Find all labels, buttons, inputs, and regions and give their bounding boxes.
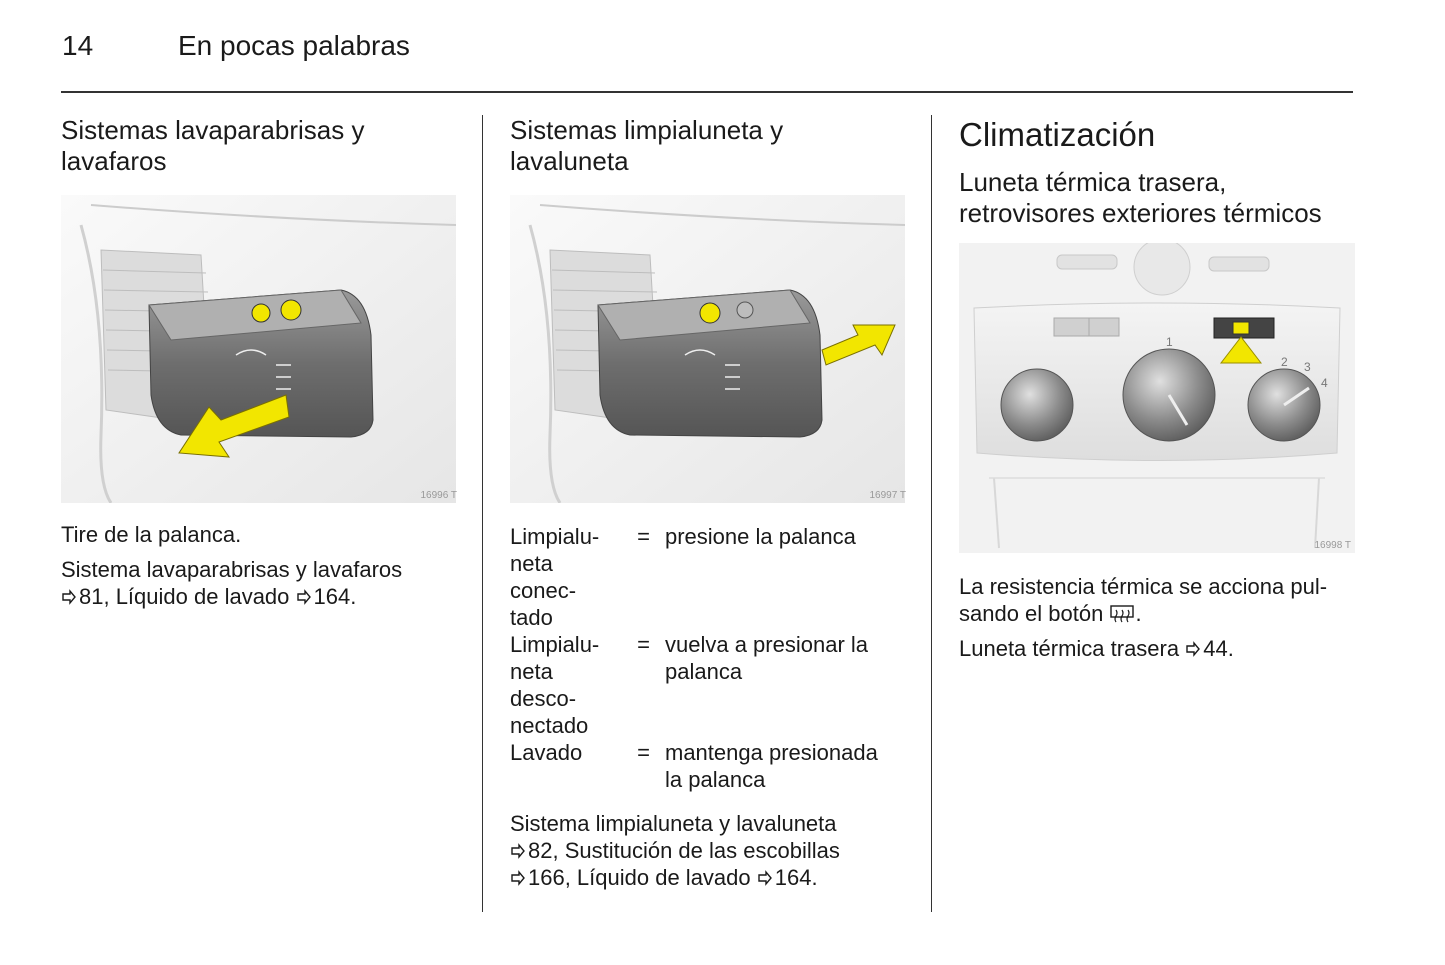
definition-table (510, 523, 910, 793)
definition-equals: = (637, 740, 650, 765)
figure-climate-panel (959, 243, 1355, 553)
figure-wiper-lever-push (510, 195, 910, 503)
knob-label: 3 (1304, 360, 1311, 374)
reference-paragraph: Sistema lavaparabrisas y lavafaros 81, Líquido de lavado 164. (61, 557, 403, 609)
rear-wiper-lever-illustration (510, 195, 905, 503)
climate-panel-illustration (959, 243, 1355, 553)
knob-label: 2 (1281, 355, 1288, 369)
header-rule (61, 91, 1353, 93)
column-divider-1 (482, 115, 483, 912)
knob-label: 4 (1321, 376, 1328, 390)
column-divider-2 (931, 115, 932, 912)
section-heading-windscreen: Sistemas lavaparabrisas y lavafaros (61, 115, 365, 176)
definition-term: Lavado (510, 740, 583, 765)
figure-code: 16996 T (420, 490, 457, 501)
definition-description: mantenga presionada la palanca (665, 740, 878, 792)
definition-equals: = (637, 524, 650, 549)
reference-arrow-icon (757, 864, 775, 891)
figure-code: 16997 T (869, 490, 906, 501)
column-rear-wiper (510, 115, 910, 891)
figure-code: 16998 T (1314, 540, 1351, 551)
reference-paragraph: Sistema limpialuneta y lavaluneta 82, Sustitución de las escobillas 166, Líquido de lavado 164. (510, 811, 840, 890)
definition-row (510, 739, 910, 793)
column-climate (959, 115, 1355, 662)
section-heading-rear-wiper: Sistemas limpialuneta y lavaluneta (510, 115, 784, 176)
reference-arrow-icon (510, 864, 528, 891)
reference-arrow-icon (296, 583, 314, 610)
definition-equals: = (637, 632, 650, 657)
reference-arrow-icon (1185, 635, 1203, 662)
page-number: 14 (62, 30, 94, 61)
wiper-lever-illustration (61, 195, 456, 503)
instruction-text: Tire de la palanca. (61, 522, 242, 547)
definition-description: presione la palanca (665, 524, 856, 549)
subheading-heated-rear-window: Luneta térmica trasera, retrovisores exteriores térmicos (959, 167, 1322, 228)
knob-label: 1 (1166, 335, 1173, 349)
heated-rear-window-icon (1109, 601, 1135, 626)
definition-row (510, 631, 910, 739)
definition-description: vuelva a presionar la palanca (665, 632, 869, 684)
reference-paragraph: Luneta térmica trasera 44. (959, 636, 1234, 661)
definition-row (510, 523, 910, 631)
reference-arrow-icon (510, 837, 528, 864)
definition-term: Limpialu- neta desco- nectado (510, 632, 600, 738)
figure-wiper-lever-pull (61, 195, 461, 503)
page-title: En pocas palabras (178, 30, 410, 61)
description-paragraph: La resistencia térmica se acciona pul- sando el botón . (959, 574, 1328, 626)
definition-term: Limpialu- neta conec- tado (510, 524, 600, 630)
reference-arrow-icon (61, 583, 79, 610)
main-heading-climate: Climatización (959, 116, 1156, 153)
column-windscreen-washer (61, 115, 461, 610)
